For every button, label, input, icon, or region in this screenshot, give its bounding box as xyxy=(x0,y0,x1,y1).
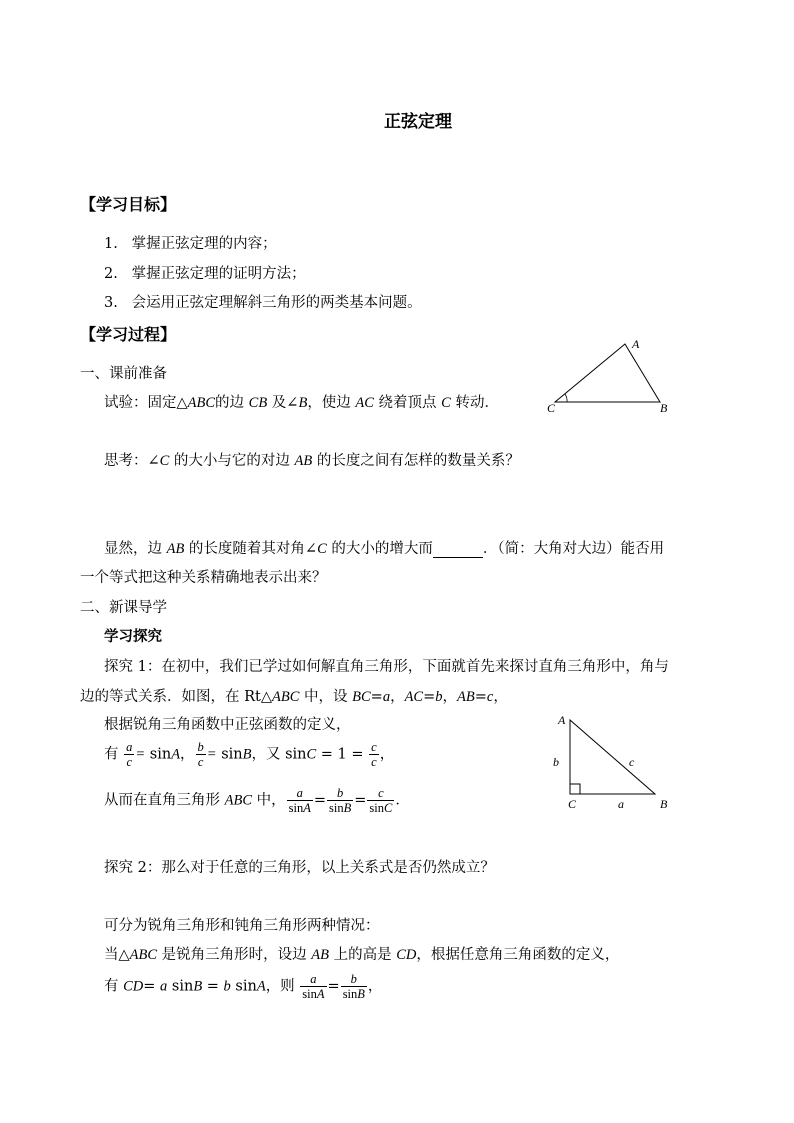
explore-2-formula: 有 CD= a sinB = b sinA，则 $\frac{a}{\sin A}$ = $\frac{b}{\sin B}$ ， xyxy=(104,972,383,1001)
goal-item-1: 1. 掌握正弦定理的内容； xyxy=(104,236,277,252)
goal-item-3: 3. 会运用正弦定理解斜三角形的两类基本问题。 xyxy=(104,295,422,311)
process-heading: 【学习过程】 xyxy=(80,325,177,344)
side-c-label: c xyxy=(629,755,635,769)
explore-2-line-1: 可分为锐角三角形和钝角三角形两种情况： xyxy=(104,918,380,934)
think-question: 思考：∠C 的大小与它的对边 AB 的长度之间有怎样的数量关系？ xyxy=(104,453,520,469)
side-a-label: a xyxy=(618,797,624,811)
explore-2-line-2: 当△ABC 是锐角三角形时，设边 AB 上的高是 CD，根据任意角三角函数的定义， xyxy=(104,947,620,963)
observation-line-2: 一个等式把这种关系精确地表示出来？ xyxy=(80,570,327,586)
vertex-b-label: B xyxy=(660,797,668,811)
explore-1-formula-2: 从而在直角三角形 ABC 中， $\frac{a}{\sin A}$ = $\frac{b}{\sin B}$ = $\frac{c}{\sin C}$ ． xyxy=(104,786,410,815)
study-explore-heading: 学习探究 xyxy=(104,628,162,645)
explore-1-line-3: 根据锐角三角函数中正弦函数的定义， xyxy=(104,717,351,733)
explore-1-line-1: 探究 1：在初中，我们已学过如何解直角三角形，下面就首先来探讨直角三角形中，角与 xyxy=(104,659,669,675)
side-b-label: b xyxy=(553,755,559,769)
triangle-figure-1 xyxy=(540,334,690,424)
experiment-text: 试验：固定△ABC的边 CB 及∠B，使边 AC 绕着顶点 C 转动． xyxy=(104,395,499,411)
vertex-a-label: A xyxy=(558,713,566,727)
goals-heading: 【学习目标】 xyxy=(80,195,177,214)
section-2-heading: 二、新课导学 xyxy=(80,600,167,616)
explore-1-formula-1: 有 $\frac{a}{c}$ = sinA， $\frac{b}{c}$ = sinB，又 sinC = 1 = $\frac{c}{c}$ ， xyxy=(104,740,395,769)
page-title: 正弦定理 xyxy=(384,112,452,132)
triangle-figure-2 xyxy=(548,710,678,815)
explore-1-line-2: 边的等式关系．如图，在 Rt△ABC 中，设 BC=a，AC=b，AB=c， xyxy=(80,689,508,705)
goal-item-2: 2. 掌握正弦定理的证明方法； xyxy=(104,266,306,282)
vertex-a-label: A xyxy=(632,337,640,351)
explore-2-question: 探究 2：那么对于任意的三角形，以上关系式是否仍然成立？ xyxy=(104,860,495,876)
vertex-c-label: C xyxy=(568,797,577,811)
vertex-c-label: C xyxy=(547,401,556,415)
observation-line-1: 显然，边 AB 的长度随着其对角∠C 的大小的增大而 ．（简：大角对大边）能否用 xyxy=(104,541,665,557)
section-1-heading: 一、课前准备 xyxy=(80,366,167,382)
vertex-b-label: B xyxy=(660,401,668,415)
